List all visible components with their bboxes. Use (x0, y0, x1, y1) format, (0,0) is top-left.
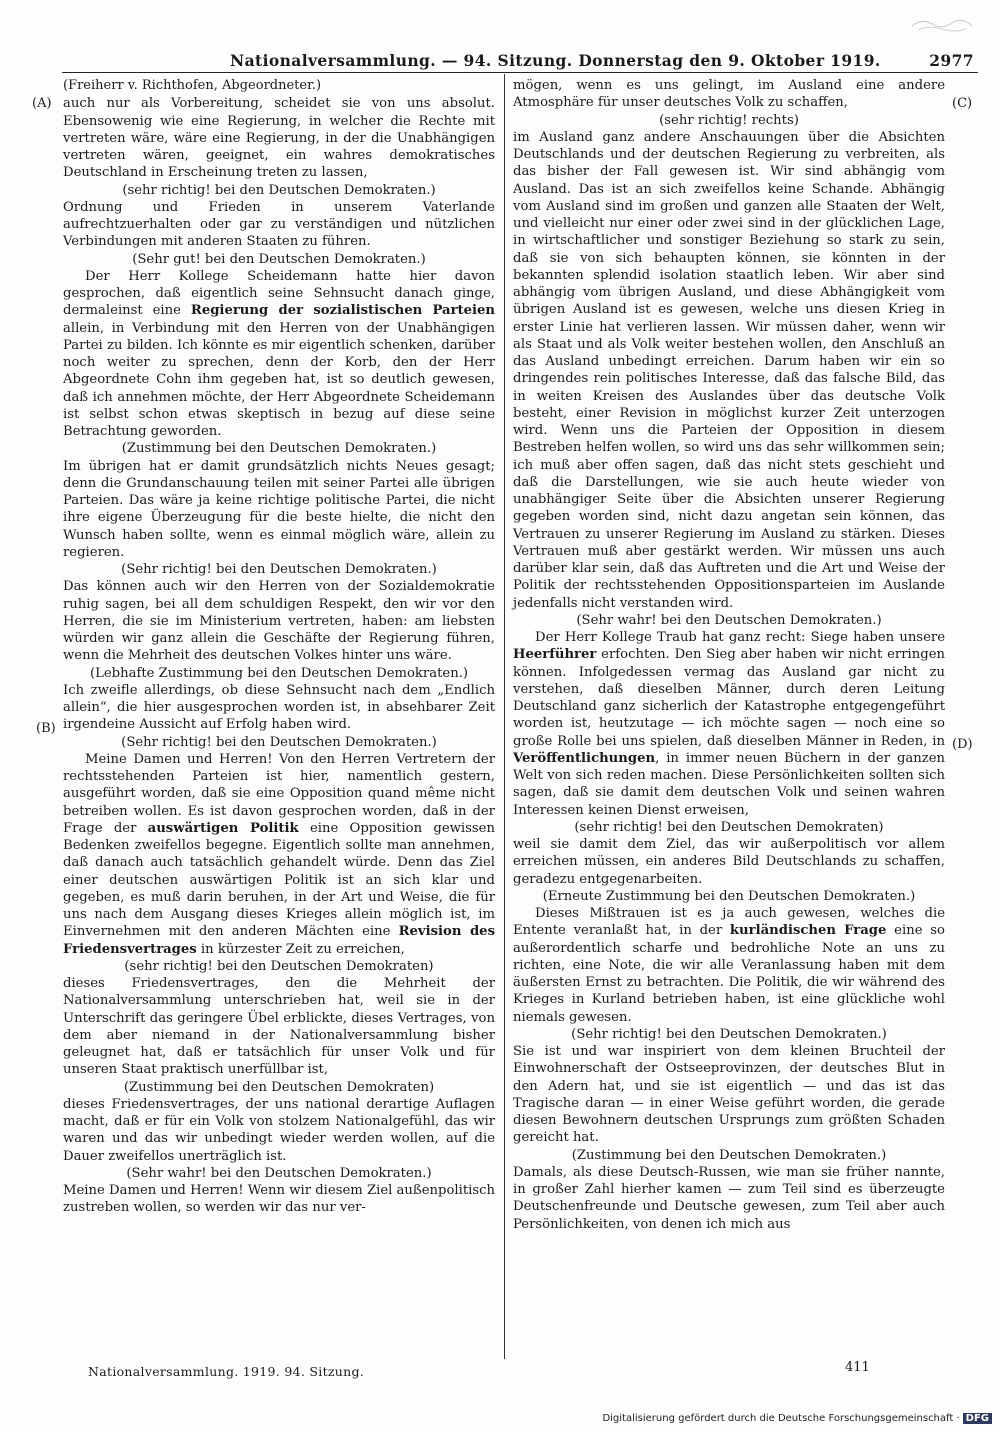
paragraph: Ordnung und Frieden in unserem Vaterlande aufrechtzuerhalten oder gar zu verständigen und nützlichen Verbindungen mit anderen Staaten zu führen. (63, 199, 495, 250)
paragraph: Das können auch wir den Herren von der Sozialdemokratie ruhig sagen, bei all dem schuldigen Respekt, den wir vor den Herren, die sie im Ministerium vertreten, haben: am liebsten würden wir ganz allein die Geschäfte der Regierung führen, wenn die Mehrheit des deutschen Volkes hinter uns wäre. (63, 579, 495, 664)
paragraph: Sie ist und war inspiriert von dem kleinen Bruchteil der Einwohnerschaft der Ostseeprovinzen, der deutsches Blut in den Adern hat, und sie ist eigentlich — und das ist das Tragische daran — in einer Weise geführt worden, die gerade diesen Bewohnern deutschen Ursprungs zum größten Schaden gereicht hat. (513, 1044, 945, 1146)
margin-mark-a: (A) (32, 96, 52, 111)
paragraph: dieses Friedensvertrages, der uns national derartige Auflagen macht, daß er für ein Volk von stolzem Nationalgefühl, das wir waren und das wir unbedingt wieder werden wollen, auf die Dauer zweifellos unerträglich ist. (63, 1096, 495, 1164)
header-title: Nationalversammlung. — 94. Sitzung. Donnerstag den 9. Oktober 1919. (230, 51, 881, 70)
paragraph: im Ausland ganz andere Anschauungen über die Absichten Deutschlands und der deutschen Regierung zu verbreiten, als das bisher der Fall gewesen ist. Wir sind abhängig vom Ausland. Das ist an sich zweifellos keine Schande. Abhängig vom Ausland sind im großen und ganzen alle Staaten der Welt, und vielleicht nur einer oder zwei sind in der glücklichen Lage, in wirtschaftlicher und sonstiger Beziehung so stark zu sein, daß sie von sich behaupten können, sie könnten in der bekannten splendid isolation staatlich leben. Wir aber sind abhängig vom übrigen Ausland, und diese Abhängigkeit vom übrigen Ausland ist es gewesen, welche uns diesen Krieg in erster Linie hat verlieren lassen. Wir müssen daher, wenn wir als Staat und als Volk weiter bestehen wollen, den Anschluß an das Ausland unbedingt erreichen. Darum haben wir ein so dringendes rein politisches Interesse, daß das falsche Bild, das in weiten Kreisen des Auslandes über das deutsche Volk besteht, einer Revision in möglichst kurzer Zeit unterzogen wird. Wenn uns die Parteien der Opposition in diesem Bestreben helfen wollen, so wird uns das sehr willkommen sein; ich muß aber offen sagen, daß das nicht stets geschieht und daß die Darstellungen, wie sie auch heute wieder von unabhängiger Seite über die Absichten unserer Regierung gegeben worden sind, nicht dazu angetan sein können, das Vertrauen zu unserer Regierung im Ausland zu stärken. Dieses Vertrauen muß aber gestärkt werden. Wir müssen uns auch darüber klar sein, daß das Auftreten und die Art und Weise der Politik der rechtsstehenden Oppositionsparteien im Auslande jedenfalls nicht verstanden wird. (513, 129, 945, 611)
paragraph: Damals, als diese Deutsch-Russen, wie man sie früher nannte, in großer Zahl hierher kamen — zum Teil sind es überzeugte Deutschenfreunde und Deutsche gewesen, zum Teil aber auch Persönlichkeiten, von denen ich mich aus (513, 1164, 945, 1232)
paragraph: Dieses Mißtrauen ist es ja auch gewesen, welches die Entente veranlaßt hat, in der kurländischen Frage eine so außerordentlich scharfe und bedrohliche Note an uns zu richten, eine Note, die wir alle Veranlassung haben mit dem äußersten Ernst zu betrachten. Die Politik, die wir während des Krieges in Kurland betrieben haben, ist eine glückliche wohl niemals gewesen. (513, 906, 945, 1025)
emphasis: Revision des Friedensvertrages (63, 924, 495, 957)
interjection: (Sehr gut! bei den Deutschen Demokraten.) (132, 251, 426, 267)
paragraph: Ich zweifle allerdings, ob diese Sehnsucht nach dem „Endlich allein“, die hier ausgesprochen worden ist, in absehbarer Zeit irgendeine Aussicht auf Erfolg haben wird. (63, 682, 495, 733)
paragraph: Der Herr Kollege Traub hat ganz recht: Siege haben unsere Heerführer erfochten. Den Sieg aber haben wir nicht erringen können. Infolgedessen vermag das Ausland gar nicht zu verstehen, daß dieselben Männer, durch deren Leitung Deutschland ganz sicherlich der Katastrophe entgegengeführt worden ist, heutzutage — ich möchte sagen — noch eine so große Rolle bei uns spielen, daß dieselben Männer in Reden, in Veröffentlichungen, in immer neuen Büchern in der ganzen Welt von sich reden machen. Diese Persönlichkeiten sollten sich sagen, daß sie damit dem deutschen Volk und seinen wahren Interessen keinen Dienst erweisen, (513, 630, 945, 818)
page-header (62, 50, 978, 73)
interjection: (Sehr richtig! bei den Deutschen Demokraten.) (121, 734, 437, 750)
emphasis: Heerführer (513, 647, 597, 663)
interjection: (sehr richtig! bei den Deutschen Demokraten) (124, 958, 434, 974)
margin-mark-b: (B) (36, 721, 56, 736)
interjection: (Sehr richtig! bei den Deutschen Demokraten.) (571, 1026, 887, 1042)
speaker-line: (Freiherr v. Richthofen, Abgeordneter.) (63, 78, 322, 93)
column-divider (504, 74, 505, 1359)
interjection: (Sehr wahr! bei den Deutschen Demokraten.) (576, 612, 882, 628)
footer-page-number: 411 (845, 1360, 870, 1375)
interjection: (sehr richtig! rechts) (659, 112, 799, 128)
digitization-credit (602, 1413, 992, 1424)
paragraph: auch nur als Vorbereitung, scheidet sie von uns absolut. Ebensowenig wie eine Regierung, in welcher die Rechte mit vertreten wäre, wäre eine Regierung, in der die Unabhängigen vertreten wären, geeignet, ein wahres demokratisches Deutschland in Erscheinung treten zu lassen, (63, 96, 495, 181)
paragraph: mögen, wenn es uns gelingt, im Ausland eine andere Atmosphäre für unser deutsches Volk zu schaffen, (513, 78, 945, 111)
interjection: (sehr richtig! bei den Deutschen Demokraten.) (122, 182, 436, 198)
header-page-number: 2977 (929, 51, 974, 70)
paragraph: Im übrigen hat er damit grundsätzlich nichts Neues gesagt; denn die Grundanschauung teilen mit seiner Partei alle übrigen Parteien. Das wäre ja keine richtige politische Partei, die nicht ihre eigene Überzeugung für die beste hielte, die nicht den Wunsch haben sollte, wenn es einmal möglich wäre, allein zu regieren. (63, 458, 495, 560)
paragraph: dieses Friedensvertrages, den die Mehrheit der Nationalversammlung unterschrieben hat, weil sie in der Unterschrift das geringere Übel erblickte, dieses Vertrages, von dem aber niemand in der Nationalversammlung bisher geleugnet hat, daß er tatsächlich für unser Volk und für unseren Staat praktisch unerfüllbar ist, (63, 976, 495, 1078)
interjection: (Sehr richtig! bei den Deutschen Demokraten.) (121, 562, 437, 577)
left-column (63, 77, 495, 1217)
interjection: (Zustimmung bei den Deutschen Demokraten.) (121, 441, 437, 457)
margin-mark-c: (C) (952, 96, 973, 111)
paragraph: Meine Damen und Herren! Von den Herren Vertretern der rechtsstehenden Parteien ist hier, namentlich gestern, ausgeführt worden, daß sie eine Opposition quand même nicht betreiben wollen. Es ist davon gesprochen worden, daß in der Frage der auswärtigen Politik eine Opposition gewissen Bedenken zweifellos begegne. Eigentlich sollte man annehmen, daß danach auch tatsächlich gehandelt würde. Denn das Ziel einer deutschen auswärtigen Politik ist an sich klar und gegeben, es muß darin beruhen, in der Art und Weise, die für uns nach dem Ausgang dieses Krieges allein möglich ist, im Einvernehmen mit den anderen Mächten eine Revision des Friedensvertrages in kürzester Zeit zu erreichen, (63, 751, 495, 957)
emphasis: Regierung der sozialistischen Parteien (190, 303, 495, 319)
interjection: (Erneute Zustimmung bei den Deutschen Demokraten.) (542, 888, 916, 904)
library-stamp-mark (908, 14, 978, 36)
paragraph: Meine Damen und Herren! Wenn wir diesem Ziel außenpolitisch zustreben wollen, so werden wir das nur ver- (63, 1183, 495, 1216)
emphasis: Veröffentlichungen (513, 750, 656, 766)
page-footer: Nationalversammlung. 1919. 94. Sitzung. (88, 1364, 365, 1379)
dfg-logo: DFG (963, 1413, 992, 1424)
right-column (513, 77, 945, 1233)
emphasis: auswärtigen Politik (147, 820, 299, 836)
margin-mark-d: (D) (952, 737, 973, 752)
interjection: (Zustimmung bei den Deutschen Demokraten.) (571, 1147, 887, 1163)
interjection: (Zustimmung bei den Deutschen Demokraten) (123, 1079, 435, 1095)
credit-text: Digitalisierung gefördert durch die Deutsche Forschungsgemeinschaft · (602, 1413, 960, 1424)
interjection: (sehr richtig! bei den Deutschen Demokraten) (574, 819, 884, 835)
paragraph: weil sie damit dem Ziel, das wir außerpolitisch vor allem erreichen müssen, ein anderes Bild Deutschlands zu schaffen, geradezu entgegenarbeiten. (513, 837, 945, 887)
interjection: (Sehr wahr! bei den Deutschen Demokraten.) (126, 1165, 432, 1181)
interjection: (Lebhafte Zustimmung bei den Deutschen Demokraten.) (89, 665, 469, 681)
emphasis: kurländischen Frage (729, 923, 887, 939)
paragraph: Der Herr Kollege Scheidemann hatte hier davon gesprochen, daß eigentlich seine Sehnsucht danach ginge, dermaleinst eine Regierung der sozialistischen Parteien allein, in Verbindung mit den Herren von der Unabhängigen Partei zu bilden. Ich könnte es mir eigentlich schenken, darüber noch weiter zu sprechen, denn der Korb, den der Herr Abgeordnete Cohn ihm gegeben hat, ist so deutlich gewesen, daß ich annehmen möchte, der Herr Abgeordnete Scheidemann ist selbst schon etwas skeptisch in bezug auf diese seine Betrachtung geworden. (63, 268, 495, 439)
